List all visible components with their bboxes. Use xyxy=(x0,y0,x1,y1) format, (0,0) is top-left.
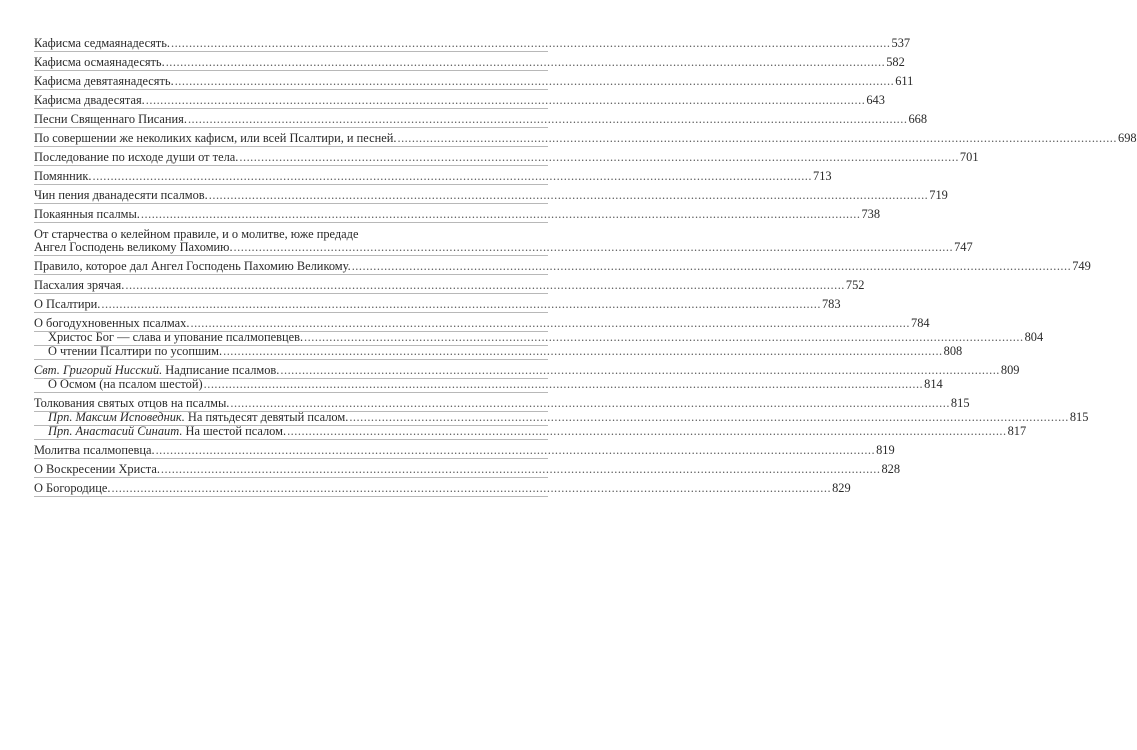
leader-dots: ........................................................................................................................................................................................................ xyxy=(101,297,821,311)
entry-title: О Воскресении Христа. xyxy=(34,462,160,476)
page-number: 611 xyxy=(895,74,914,88)
entry-title: Кафисма седмаянадесять. xyxy=(34,36,170,50)
toc-entry xyxy=(34,440,895,459)
page-number: 752 xyxy=(845,278,865,292)
page-number: 815 xyxy=(1069,410,1089,424)
entry-title: Пасхалия зрячая. xyxy=(34,278,125,292)
page-number: 719 xyxy=(929,188,948,202)
toc-entry xyxy=(34,275,865,294)
table-of-contents xyxy=(34,33,1137,497)
entry-author: Прп. Анастасий Синаит. xyxy=(48,424,183,438)
leader-dots: ........................................................................................................................................................................................................ xyxy=(239,150,959,164)
leader-dots: ........................................................................................................................................................................................................ xyxy=(397,131,1117,145)
leader-dots: ........................................................................................................................................................................................................ xyxy=(190,316,910,330)
entry-title: Песни Священнаго Писания. xyxy=(34,112,187,126)
leader-dots: ........................................................................................................................................................................................................ xyxy=(233,240,954,254)
entry-title: О Осмом (на псалом шестой) xyxy=(48,377,203,391)
entry-title: По совершении же неколиких кафисм, или всей Псалтири, и песней. xyxy=(34,131,397,145)
entry-title: На шестой псалом. xyxy=(185,424,287,438)
page-number: 701 xyxy=(959,150,979,164)
leader-dots: ........................................................................................................................................................................................................ xyxy=(174,74,895,88)
toc-entry xyxy=(34,256,1091,275)
page-number: 783 xyxy=(821,297,841,311)
entry-title: Кафисма девятаянадесять. xyxy=(34,74,174,88)
toc-entry xyxy=(34,185,948,204)
entry-title: Покаянныя псалмы. xyxy=(34,207,140,221)
leader-dots: ........................................................................................................................................................................................................ xyxy=(92,169,812,183)
leader-dots: ........................................................................................................................................................................................................ xyxy=(223,344,943,358)
leader-dots: ........................................................................................................................................................................................................ xyxy=(170,36,891,50)
toc-entry xyxy=(34,147,979,166)
page-number: 582 xyxy=(886,55,905,69)
entry-title: Толкования святых отцов на псалмы. xyxy=(34,396,230,410)
leader-dots: ........................................................................................................................................................................................................ xyxy=(349,410,1069,424)
entry-title: На пятьдесят девятый псалом. xyxy=(187,410,349,424)
leader-dots: ........................................................................................................................................................................................................ xyxy=(203,377,924,391)
entry-title: Чин пения дванадесяти псалмов. xyxy=(34,188,208,202)
toc-entry xyxy=(34,166,832,185)
leader-dots: ........................................................................................................................................................................................................ xyxy=(280,363,1000,377)
entry-title: О Богородице. xyxy=(34,481,111,495)
leader-dots: ........................................................................................................................................................................................................ xyxy=(287,424,1007,438)
page-number: 814 xyxy=(924,377,943,391)
toc-entry xyxy=(34,344,963,360)
entry-title: Христос Бог — слава и упование псалмопевцев. xyxy=(48,330,304,344)
entry-title: Правило, которое дал Ангел Господень Пахомию Великому. xyxy=(34,259,351,273)
toc-entry xyxy=(34,128,1137,147)
entry-author: Свт. Григорий Нисский. xyxy=(34,363,163,377)
entry-author: Прп. Максим Исповедник. xyxy=(48,410,185,424)
entry-title: О богодухновенных псалмах. xyxy=(34,316,190,330)
toc-entry xyxy=(34,377,943,393)
page-number: 808 xyxy=(943,344,963,358)
page-number: 829 xyxy=(832,481,851,495)
entry-title: Ангел Господень великому Пахомию. xyxy=(34,240,233,254)
page-number: 804 xyxy=(1024,330,1044,344)
page-number: 784 xyxy=(911,316,930,330)
leader-dots: ........................................................................................................................................................................................................ xyxy=(140,207,861,221)
toc-entry xyxy=(34,109,928,128)
toc-entry xyxy=(34,52,905,71)
leader-dots: ........................................................................................................................................................................................................ xyxy=(125,278,845,292)
page-number: 819 xyxy=(876,443,895,457)
leader-dots: ........................................................................................................................................................................................................ xyxy=(160,462,881,476)
entry-title: Молитва псалмопевца. xyxy=(34,443,155,457)
leader-dots: ........................................................................................................................................................................................................ xyxy=(187,112,908,126)
entry-title: Кафисма двадесятая. xyxy=(34,93,145,107)
page-number: 537 xyxy=(891,36,911,50)
page-number: 668 xyxy=(908,112,928,126)
leader-dots: ........................................................................................................................................................................................................ xyxy=(165,55,886,69)
toc-entry xyxy=(34,478,851,497)
toc-entry xyxy=(34,33,911,52)
leader-dots: ........................................................................................................................................................................................................ xyxy=(111,481,832,495)
entry-title: Кафисма осмаянадесять. xyxy=(34,55,165,69)
leader-dots: ........................................................................................................................................................................................................ xyxy=(208,188,929,202)
toc-entry xyxy=(34,424,1027,440)
entry-title: О Псалтири. xyxy=(34,297,101,311)
entry-title: Надписание псалмов. xyxy=(165,363,280,377)
entry-title: Последование по исходе души от тела. xyxy=(34,150,239,164)
page-number: 698 xyxy=(1118,131,1137,145)
toc-entry xyxy=(34,240,973,256)
toc-entry xyxy=(34,204,881,223)
page-number: 747 xyxy=(954,240,973,254)
leader-dots: ........................................................................................................................................................................................................ xyxy=(351,259,1072,273)
page-number: 738 xyxy=(861,207,881,221)
leader-dots: ........................................................................................................................................................................................................ xyxy=(304,330,1024,344)
entry-title: О чтении Псалтири по усопшим. xyxy=(48,344,223,358)
entry-title: Помянник. xyxy=(34,169,92,183)
toc-entry xyxy=(34,294,841,313)
page-number: 809 xyxy=(1000,363,1020,377)
page-number: 828 xyxy=(881,462,901,476)
toc-entry xyxy=(34,459,901,478)
entry-title: От старчества о келейном правиле, и о молитве, юже предаде xyxy=(34,227,359,241)
toc-entry xyxy=(34,90,885,109)
page-number: 713 xyxy=(813,169,832,183)
leader-dots: ........................................................................................................................................................................................................ xyxy=(145,93,866,107)
page-number: 643 xyxy=(866,93,885,107)
leader-dots: ........................................................................................................................................................................................................ xyxy=(155,443,876,457)
toc-entry xyxy=(34,71,914,90)
page-number: 815 xyxy=(950,396,970,410)
page-number: 749 xyxy=(1072,259,1091,273)
page-number: 817 xyxy=(1007,424,1027,438)
leader-dots: ........................................................................................................................................................................................................ xyxy=(230,396,950,410)
